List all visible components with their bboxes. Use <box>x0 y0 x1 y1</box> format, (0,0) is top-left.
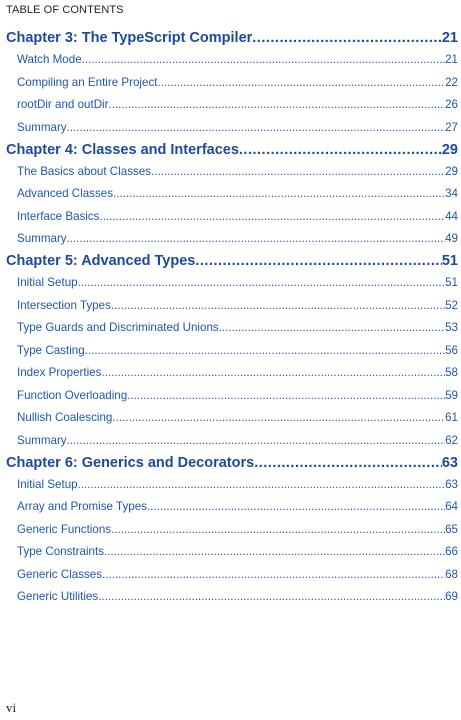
section-title: Intersection Types <box>17 298 111 312</box>
toc-section-entry[interactable] <box>6 589 458 604</box>
section-title: Watch Mode <box>17 53 82 66</box>
page-ref: 26 <box>445 98 458 111</box>
section-title: Generic Functions <box>17 522 112 536</box>
dot-leader <box>111 522 445 537</box>
toc-chapter-group <box>6 29 458 135</box>
table-of-contents <box>6 29 458 607</box>
toc-section-entry[interactable] <box>6 120 458 135</box>
section-title: Type Guards and Discriminated Unions <box>17 321 219 334</box>
page-ref: 44 <box>445 209 458 223</box>
toc-section-entry[interactable] <box>6 186 458 201</box>
toc-section-entry[interactable] <box>6 522 458 537</box>
toc-section-entry[interactable] <box>6 477 458 492</box>
dot-leader <box>98 589 445 604</box>
section-title: Index Properties <box>17 366 102 379</box>
page-ref: 61 <box>445 411 458 424</box>
toc-section-entry[interactable] <box>6 388 458 403</box>
toc-chapter-group <box>6 141 458 247</box>
section-title: Initial Setup <box>17 477 78 491</box>
toc-section-entry[interactable] <box>6 298 458 313</box>
section-title: Generic Classes <box>17 567 103 581</box>
dot-leader <box>157 75 445 90</box>
toc-section-entry[interactable] <box>6 365 458 380</box>
page-ref: 64 <box>445 500 458 513</box>
dot-leader <box>104 544 445 559</box>
toc-chapter-entry[interactable] <box>6 252 458 270</box>
dot-leader <box>67 231 445 246</box>
dot-leader <box>67 120 445 135</box>
dot-leader <box>112 410 445 425</box>
section-title: The Basics about Classes <box>17 164 152 178</box>
page-ref: 51 <box>445 276 458 289</box>
toc-section-entry[interactable] <box>6 75 458 90</box>
page-ref: 21 <box>441 30 458 46</box>
section-title: Type Casting <box>17 343 85 357</box>
page-ref: 66 <box>445 545 458 558</box>
toc-chapter-group <box>6 252 458 448</box>
dot-leader <box>147 499 445 514</box>
dot-leader <box>109 97 446 112</box>
page-ref: 58 <box>445 366 458 379</box>
dot-leader <box>99 209 445 224</box>
page-ref: 59 <box>445 388 458 402</box>
page-ref: 68 <box>445 567 458 581</box>
dot-leader <box>239 141 442 159</box>
dot-leader <box>254 454 442 472</box>
page-number: vi <box>6 700 17 715</box>
toc-chapter-entry[interactable] <box>6 29 458 47</box>
section-title: Compiling an Entire Project <box>17 75 158 89</box>
page-ref: 53 <box>445 321 458 334</box>
page-ref: 51 <box>441 253 458 269</box>
page-ref: 63 <box>445 477 458 491</box>
section-title: Array and Promise Types <box>17 500 147 513</box>
section-title: Initial Setup <box>17 276 78 289</box>
toc-chapter-entry[interactable] <box>6 141 458 159</box>
section-title: Advanced Classes <box>17 187 114 200</box>
toc-section-entry[interactable] <box>6 410 458 425</box>
dot-leader <box>151 164 445 179</box>
page-ref: 34 <box>445 187 458 200</box>
page-ref: 56 <box>445 343 458 357</box>
toc-section-entry[interactable] <box>6 544 458 559</box>
page-ref: 29 <box>445 164 458 178</box>
dot-leader <box>252 29 442 47</box>
toc-chapter-entry[interactable] <box>6 454 458 472</box>
section-title: Summary <box>17 232 67 245</box>
page-ref: 49 <box>445 232 458 245</box>
dot-leader <box>101 365 445 380</box>
page-ref: 22 <box>445 75 458 89</box>
toc-section-entry[interactable] <box>6 275 458 290</box>
toc-section-entry[interactable] <box>6 97 458 112</box>
dot-leader <box>111 298 445 313</box>
toc-section-entry[interactable] <box>6 209 458 224</box>
dot-leader <box>82 52 445 67</box>
page-ref: 29 <box>441 141 458 158</box>
dot-leader <box>85 343 445 358</box>
section-title: Function Overloading <box>17 388 128 402</box>
dot-leader <box>127 388 445 403</box>
section-title: Summary <box>17 120 67 134</box>
toc-section-entry[interactable] <box>6 320 458 335</box>
section-title: Nullish Coalescing <box>17 411 113 424</box>
chapter-title: Chapter 6: Generics and Decorators <box>6 454 255 471</box>
toc-section-entry[interactable] <box>6 499 458 514</box>
dot-leader <box>102 567 445 582</box>
section-title: Generic Utilities <box>17 590 99 603</box>
dot-leader <box>78 275 446 290</box>
page-ref: 69 <box>445 590 458 603</box>
toc-section-entry[interactable] <box>6 433 458 448</box>
toc-section-entry[interactable] <box>6 567 458 582</box>
section-title: Summary <box>17 433 67 447</box>
chapter-title: Chapter 4: Classes and Interfaces <box>6 141 239 158</box>
section-title: Interface Basics <box>17 209 100 223</box>
dot-leader <box>78 477 446 492</box>
page-ref: 21 <box>445 53 458 66</box>
toc-section-entry[interactable] <box>6 52 458 67</box>
dot-leader <box>195 252 442 270</box>
toc-chapter-group <box>6 454 458 605</box>
page-ref: 27 <box>445 120 458 134</box>
toc-section-entry[interactable] <box>6 343 458 358</box>
chapter-title: Chapter 3: The TypeScript Compiler <box>6 30 253 46</box>
dot-leader <box>67 433 445 448</box>
toc-section-entry[interactable] <box>6 231 458 246</box>
section-title: Type Constraints <box>17 545 104 558</box>
page-ref: 63 <box>441 454 458 471</box>
page-ref: 52 <box>445 298 458 312</box>
toc-section-entry[interactable] <box>6 164 458 179</box>
section-title: rootDir and outDir <box>17 98 109 111</box>
running-head: TABLE OF CONTENTS <box>6 4 124 16</box>
page-ref: 62 <box>445 433 458 447</box>
dot-leader <box>113 186 445 201</box>
dot-leader <box>219 320 445 335</box>
page-ref: 65 <box>445 522 458 536</box>
chapter-title: Chapter 5: Advanced Types <box>6 253 196 269</box>
